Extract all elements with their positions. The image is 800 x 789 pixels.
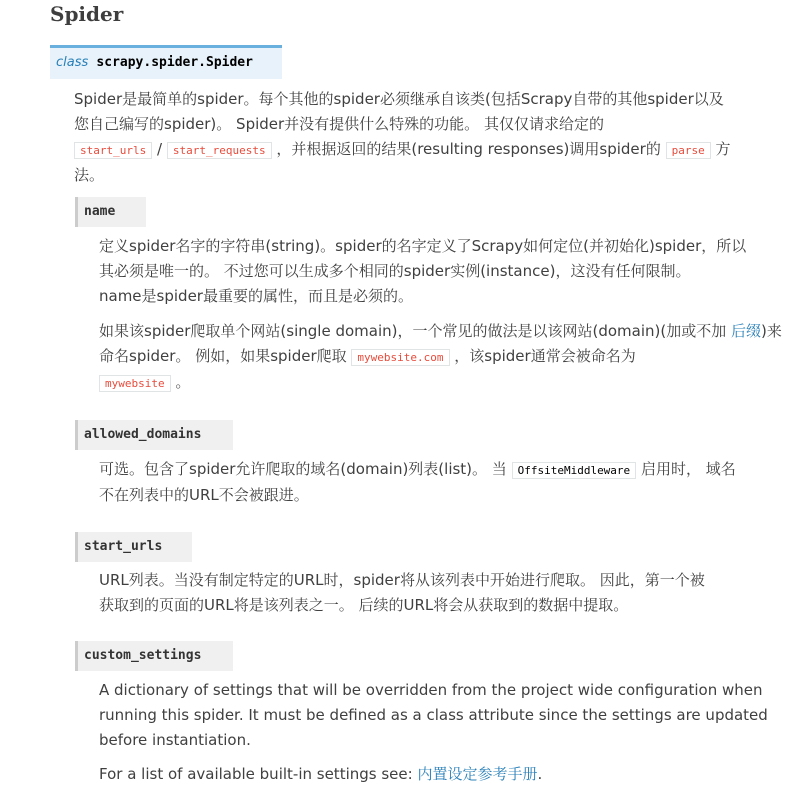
attr-custom-line3: before instantiation.	[99, 731, 251, 749]
code-start-urls: start_urls	[74, 142, 152, 159]
section-title: Spider	[50, 2, 124, 26]
attr-name-line1: 定义spider名字的字符串(string)。spider的名字定义了Scrapy如何定位(并初始化)spider，所以	[99, 237, 747, 255]
attr-name-p2-line2b: ，该spider通常会被命名为	[454, 347, 636, 365]
attr-name-signature: name	[75, 197, 146, 227]
class-signature	[50, 45, 282, 79]
builtin-settings-link[interactable]: 内置设定参考手册	[417, 765, 538, 783]
attr-custom-desc2	[99, 762, 789, 787]
attr-name-p2-line2a: )来命名spider。 例如，如果spider爬取	[99, 322, 782, 365]
attr-start-line1: URL列表。当没有制定特定的URL时，spider将从该列表中开始进行爬取。 因此，第一个被	[99, 571, 705, 589]
attr-allowed-line2: 不在列表中的URL不会被跟进。	[99, 486, 309, 504]
code-parse: parse	[666, 142, 711, 159]
attr-allowed-line1a: 可选。包含了spider允许爬取的域名(domain)列表(list)。 当	[99, 460, 507, 478]
intro-line3-end: 方	[715, 140, 731, 158]
code-mywebsite: mywebsite	[99, 375, 171, 392]
attr-custom-line1: A dictionary of settings that will be overridden from the project wide configuration when	[99, 681, 763, 699]
attr-name-p2-end: 。	[175, 373, 191, 391]
attr-allowed-line1b: 启用时， 域名	[640, 460, 736, 478]
code-mywebsite-com: mywebsite.com	[351, 349, 449, 366]
attr-name-line2: 其必须是唯一的。 不过您可以生成多个相同的spider实例(instance)，这没有任何限制。	[99, 262, 691, 280]
attr-name-line3: name是spider最重要的属性，而且是必须的。	[99, 287, 413, 305]
class-name: scrapy.spider.Spider	[96, 55, 253, 70]
intro-line2: 您自己编写的spider)。 Spider并没有提供什么特殊的功能。 其仅仅请求给定的	[74, 115, 604, 133]
slash: /	[157, 140, 163, 158]
code-start-requests: start_requests	[167, 142, 272, 159]
attr-custom-settings-signature: custom_settings	[75, 641, 233, 671]
attr-name-desc2	[99, 319, 789, 396]
attr-start-line2: 获取到的页面的URL将是该列表之一。 后续的URL将会从获取到的数据中提取。	[99, 596, 629, 614]
attr-allowed-domains-signature: allowed_domains	[75, 420, 233, 450]
intro-line4: 法。	[74, 166, 105, 184]
attr-allowed-desc	[99, 457, 789, 508]
intro-line3: ，并根据返回的结果(resulting responses)调用spider的	[276, 140, 661, 158]
attr-custom-desc	[99, 678, 789, 753]
intro-paragraph	[74, 87, 774, 188]
code-offsite-middleware: OffsiteMiddleware	[512, 462, 637, 479]
attr-custom-p2: For a list of available built-in settings see:	[99, 765, 413, 783]
attr-custom-p2-end: .	[537, 765, 543, 783]
attr-custom-line2: running this spider. It must be defined as a class attribute since the settings are updated	[99, 706, 768, 724]
attr-start-urls-signature: start_urls	[75, 532, 192, 562]
suffix-link[interactable]: 后缀	[731, 322, 762, 340]
intro-line1: Spider是最简单的spider。每个其他的spider必须继承自该类(包括Scrapy自带的其他spider以及	[74, 90, 724, 108]
attr-name-desc	[99, 234, 789, 309]
class-keyword: class	[56, 55, 89, 70]
attr-name-p2-line1: 如果该spider爬取单个网站(single domain)，一个常见的做法是以该网站(domain)(加或不加	[99, 322, 727, 340]
attr-start-desc	[99, 568, 789, 618]
